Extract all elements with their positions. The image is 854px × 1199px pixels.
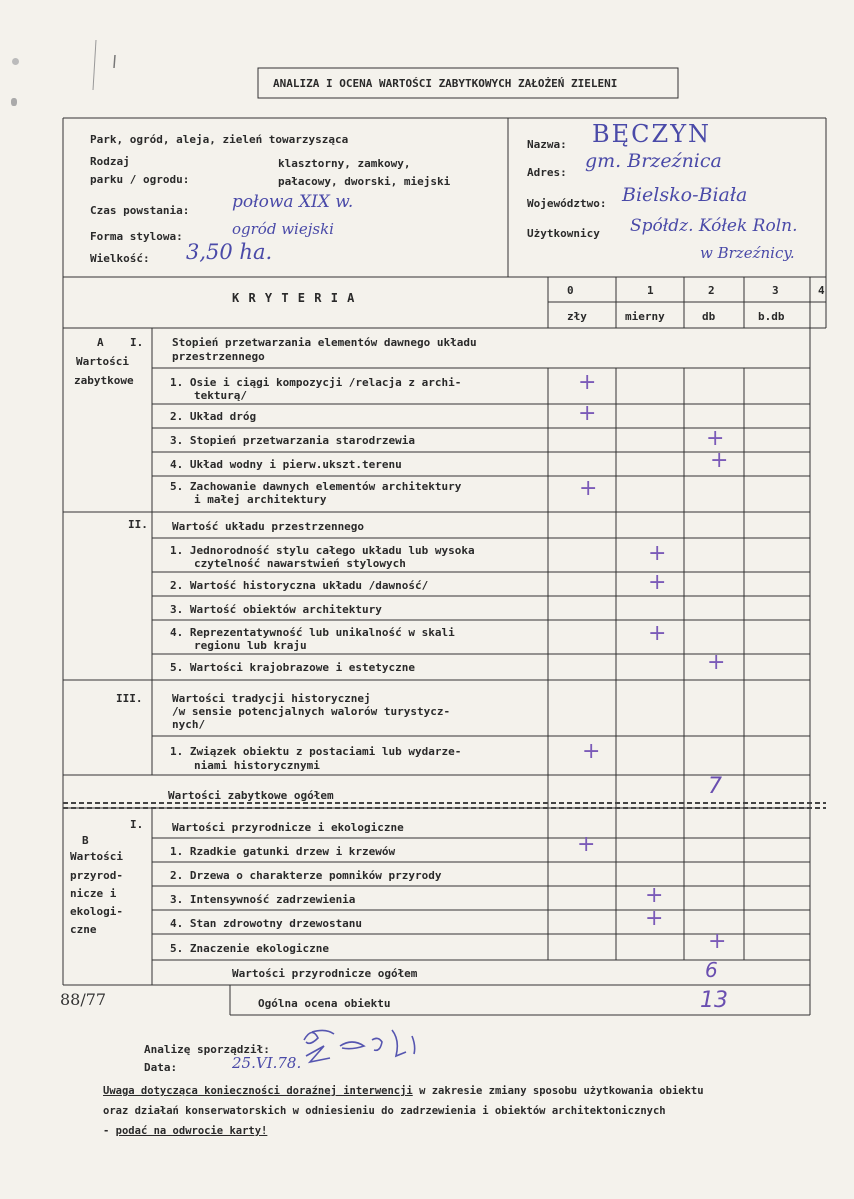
note-line-1-rest: w zakresie zmiany sposobu użytkowania obiektu (412, 1085, 704, 1097)
section-b-label-1: Wartości (70, 850, 123, 863)
b-total-label: Wartości przyrodnicze ogółem (232, 967, 418, 980)
scale-num-0: 0 (567, 284, 574, 297)
scale-num-2: 2 (708, 284, 715, 297)
b-item-1-mark: + (577, 832, 596, 857)
b-item-4: 4. Stan zdrowotny drzewostanu (170, 917, 363, 930)
nazwa-value: BĘCZYN (592, 120, 712, 148)
scale-label-0: zły (567, 310, 587, 323)
section-a-group-3-num: III. (116, 692, 143, 705)
b-item-4-mark: + (645, 906, 664, 931)
punch-hole-mark (12, 58, 19, 65)
a-g3-title-3: nych/ (172, 718, 206, 731)
b-total-value: 6 (705, 958, 718, 982)
forma-label: Forma stylowa: (90, 230, 183, 243)
a-g2-item-5: 5. Wartości krajobrazowe i estetyczne (170, 661, 416, 674)
rodzaj-options-1: klasztorny, zamkowy, (278, 157, 411, 170)
section-b-label-5: czne (70, 923, 97, 936)
form-title: ANALIZA I OCENA WARTOŚCI ZABYTKOWYCH ZAŁOŻEŃ ZIELENI (273, 77, 618, 90)
section-b-label-4: ekologi- (70, 905, 123, 918)
a-g1-title-1: Stopień przetwarzania elementów dawnego układu (172, 336, 477, 349)
a-g1-item-2: 2. Układ dróg (170, 410, 257, 423)
a-g1-item-3-mark: + (706, 426, 725, 451)
a-g1-item-4-mark: + (710, 448, 729, 473)
wojewodztwo-value: Bielsko-Biała (622, 184, 748, 206)
a-g1-item-5-line2: i małej architektury (194, 493, 327, 506)
a-g1-title-2: przestrzennego (172, 350, 265, 363)
a-g1-item-1-line2: tekturą/ (194, 389, 247, 402)
a-g3-item-1-line1: 1. Związek obiektu z postaciami lub wydarze- (170, 745, 462, 758)
wielkosc-label: Wielkość: (90, 252, 150, 265)
scale-num-3: 3 (772, 284, 779, 297)
czas-label: Czas powstania: (90, 204, 190, 217)
sheet-number: 88/77 (60, 990, 107, 1009)
scale-label-3: b.db (758, 310, 785, 323)
b-item-3-mark: + (645, 883, 664, 908)
scale-num-4: 4 (818, 284, 825, 297)
park-type-line: Park, ogród, aleja, zieleń towarzysząca (90, 133, 349, 146)
a-g1-item-1-line1: 1. Osie i ciągi kompozycji /relacja z archi- (170, 376, 462, 389)
a-g1-item-2-mark: + (578, 401, 597, 426)
criteria-header: K R Y T E R I A (232, 291, 356, 305)
a-g2-item-4-line2: regionu lub kraju (194, 639, 307, 652)
note-line-3-dash: - (103, 1125, 116, 1137)
uzytkownicy-value-2: w Brzeźnicy. (700, 244, 795, 262)
a-total-label: Wartości zabytkowe ogółem (168, 789, 334, 802)
wielkosc-value: 3,50 ha. (186, 240, 273, 264)
scale-label-1: mierny (625, 310, 665, 323)
scale-label-2: db (702, 310, 716, 323)
a-g1-item-4: 4. Układ wodny i pierw.ukszt.terenu (170, 458, 402, 471)
a-g1-item-5-line1: 5. Zachowanie dawnych elementów architektury (170, 480, 462, 493)
a-g2-item-2-mark: + (648, 570, 667, 595)
a-g3-title-2: /w sensie potencjalnych walorów turystycz- (172, 705, 451, 718)
nazwa-label: Nazwa: (527, 138, 567, 151)
a-g2-item-3: 3. Wartość obiektów architektury (170, 603, 382, 616)
section-a-letter: A (97, 336, 104, 349)
a-total-value: 7 (708, 774, 722, 799)
overall-label: Ogólna ocena obiektu (258, 997, 391, 1010)
a-g2-item-2: 2. Wartość historyczna układu /dawność/ (170, 579, 429, 592)
a-g2-item-4-mark: + (648, 621, 667, 646)
b-item-3: 3. Intensywność zadrzewienia (170, 893, 356, 906)
a-g2-item-5-mark: + (707, 650, 726, 675)
date-label: Data: (144, 1061, 178, 1074)
forma-value: ogród wiejski (232, 220, 334, 238)
b-item-1: 1. Rzadkie gatunki drzew i krzewów (170, 845, 396, 858)
note-line-2: oraz działań konserwatorskich w odniesieniu do zadrzewienia i obiektów architektonicznych (103, 1105, 666, 1117)
rodzaj-label: Rodzaj (90, 155, 130, 168)
section-b-label-2: przyrod- (70, 869, 123, 882)
section-b-letter: B (82, 834, 89, 847)
note-line-3 (103, 1125, 267, 1138)
a-g1-item-3: 3. Stopień przetwarzania starodrzewia (170, 434, 416, 447)
a-g2-title: Wartość układu przestrzennego (172, 520, 365, 533)
section-a-group-2-num: II. (128, 518, 148, 531)
date-value: 25.VI.78. (232, 1054, 302, 1072)
czas-value: połowa XIX w. (232, 192, 354, 212)
b-item-5: 5. Znaczenie ekologiczne (170, 942, 329, 955)
note-line-3-underlined: podać na odwrocie karty! (115, 1125, 268, 1137)
a-g2-item-1-line1: 1. Jednorodność stylu całego układu lub wysoka (170, 544, 475, 557)
section-b-label-3: nicze i (70, 887, 117, 900)
uzytkownicy-value-1: Spółdz. Kółek Roln. (630, 216, 798, 236)
overall-value: 13 (700, 988, 728, 1013)
a-g3-item-1-line2: niami historycznymi (194, 759, 320, 772)
a-g1-item-5-mark: + (579, 476, 598, 501)
punch-hole-mark-2 (11, 98, 17, 106)
section-a-label-1: Wartości (76, 355, 129, 368)
section-b-group-1-num: I. (130, 818, 144, 831)
scale-num-1: 1 (647, 284, 654, 297)
a-g2-item-1-mark: + (648, 541, 667, 566)
b-item-2: 2. Drzewa o charakterze pomników przyrody (170, 869, 442, 882)
a-g2-item-1-line2: czytelność nawarstwień stylowych (194, 557, 406, 570)
analysis-label: Analizę sporządził: (144, 1043, 270, 1056)
note-line-1 (103, 1085, 704, 1098)
b-item-5-mark: + (708, 929, 727, 954)
adres-value: gm. Brzeźnica (585, 150, 722, 172)
note-urgent-underlined: Uwaga dotycząca konieczności doraźnej interwencji (103, 1085, 413, 1097)
section-a-label-2: zabytkowe (74, 374, 134, 387)
a-g1-item-1-mark: + (578, 370, 597, 395)
wojewodztwo-label: Województwo: (527, 197, 607, 210)
section-a-group-1-num: I. (130, 336, 144, 349)
rodzaj-options-2: pałacowy, dworski, miejski (278, 175, 451, 188)
a-g3-item-1-mark: + (582, 739, 601, 764)
b-g1-title: Wartości przyrodnicze i ekologiczne (172, 821, 404, 834)
uzytkownicy-label: Użytkownicy (527, 227, 600, 240)
adres-label: Adres: (527, 166, 567, 179)
a-g3-title-1: Wartości tradycji historycznej (172, 692, 371, 705)
parku-ogrodu-label: parku / ogrodu: (90, 173, 190, 186)
a-g2-item-4-line1: 4. Reprezentatywność lub unikalność w skali (170, 626, 455, 639)
